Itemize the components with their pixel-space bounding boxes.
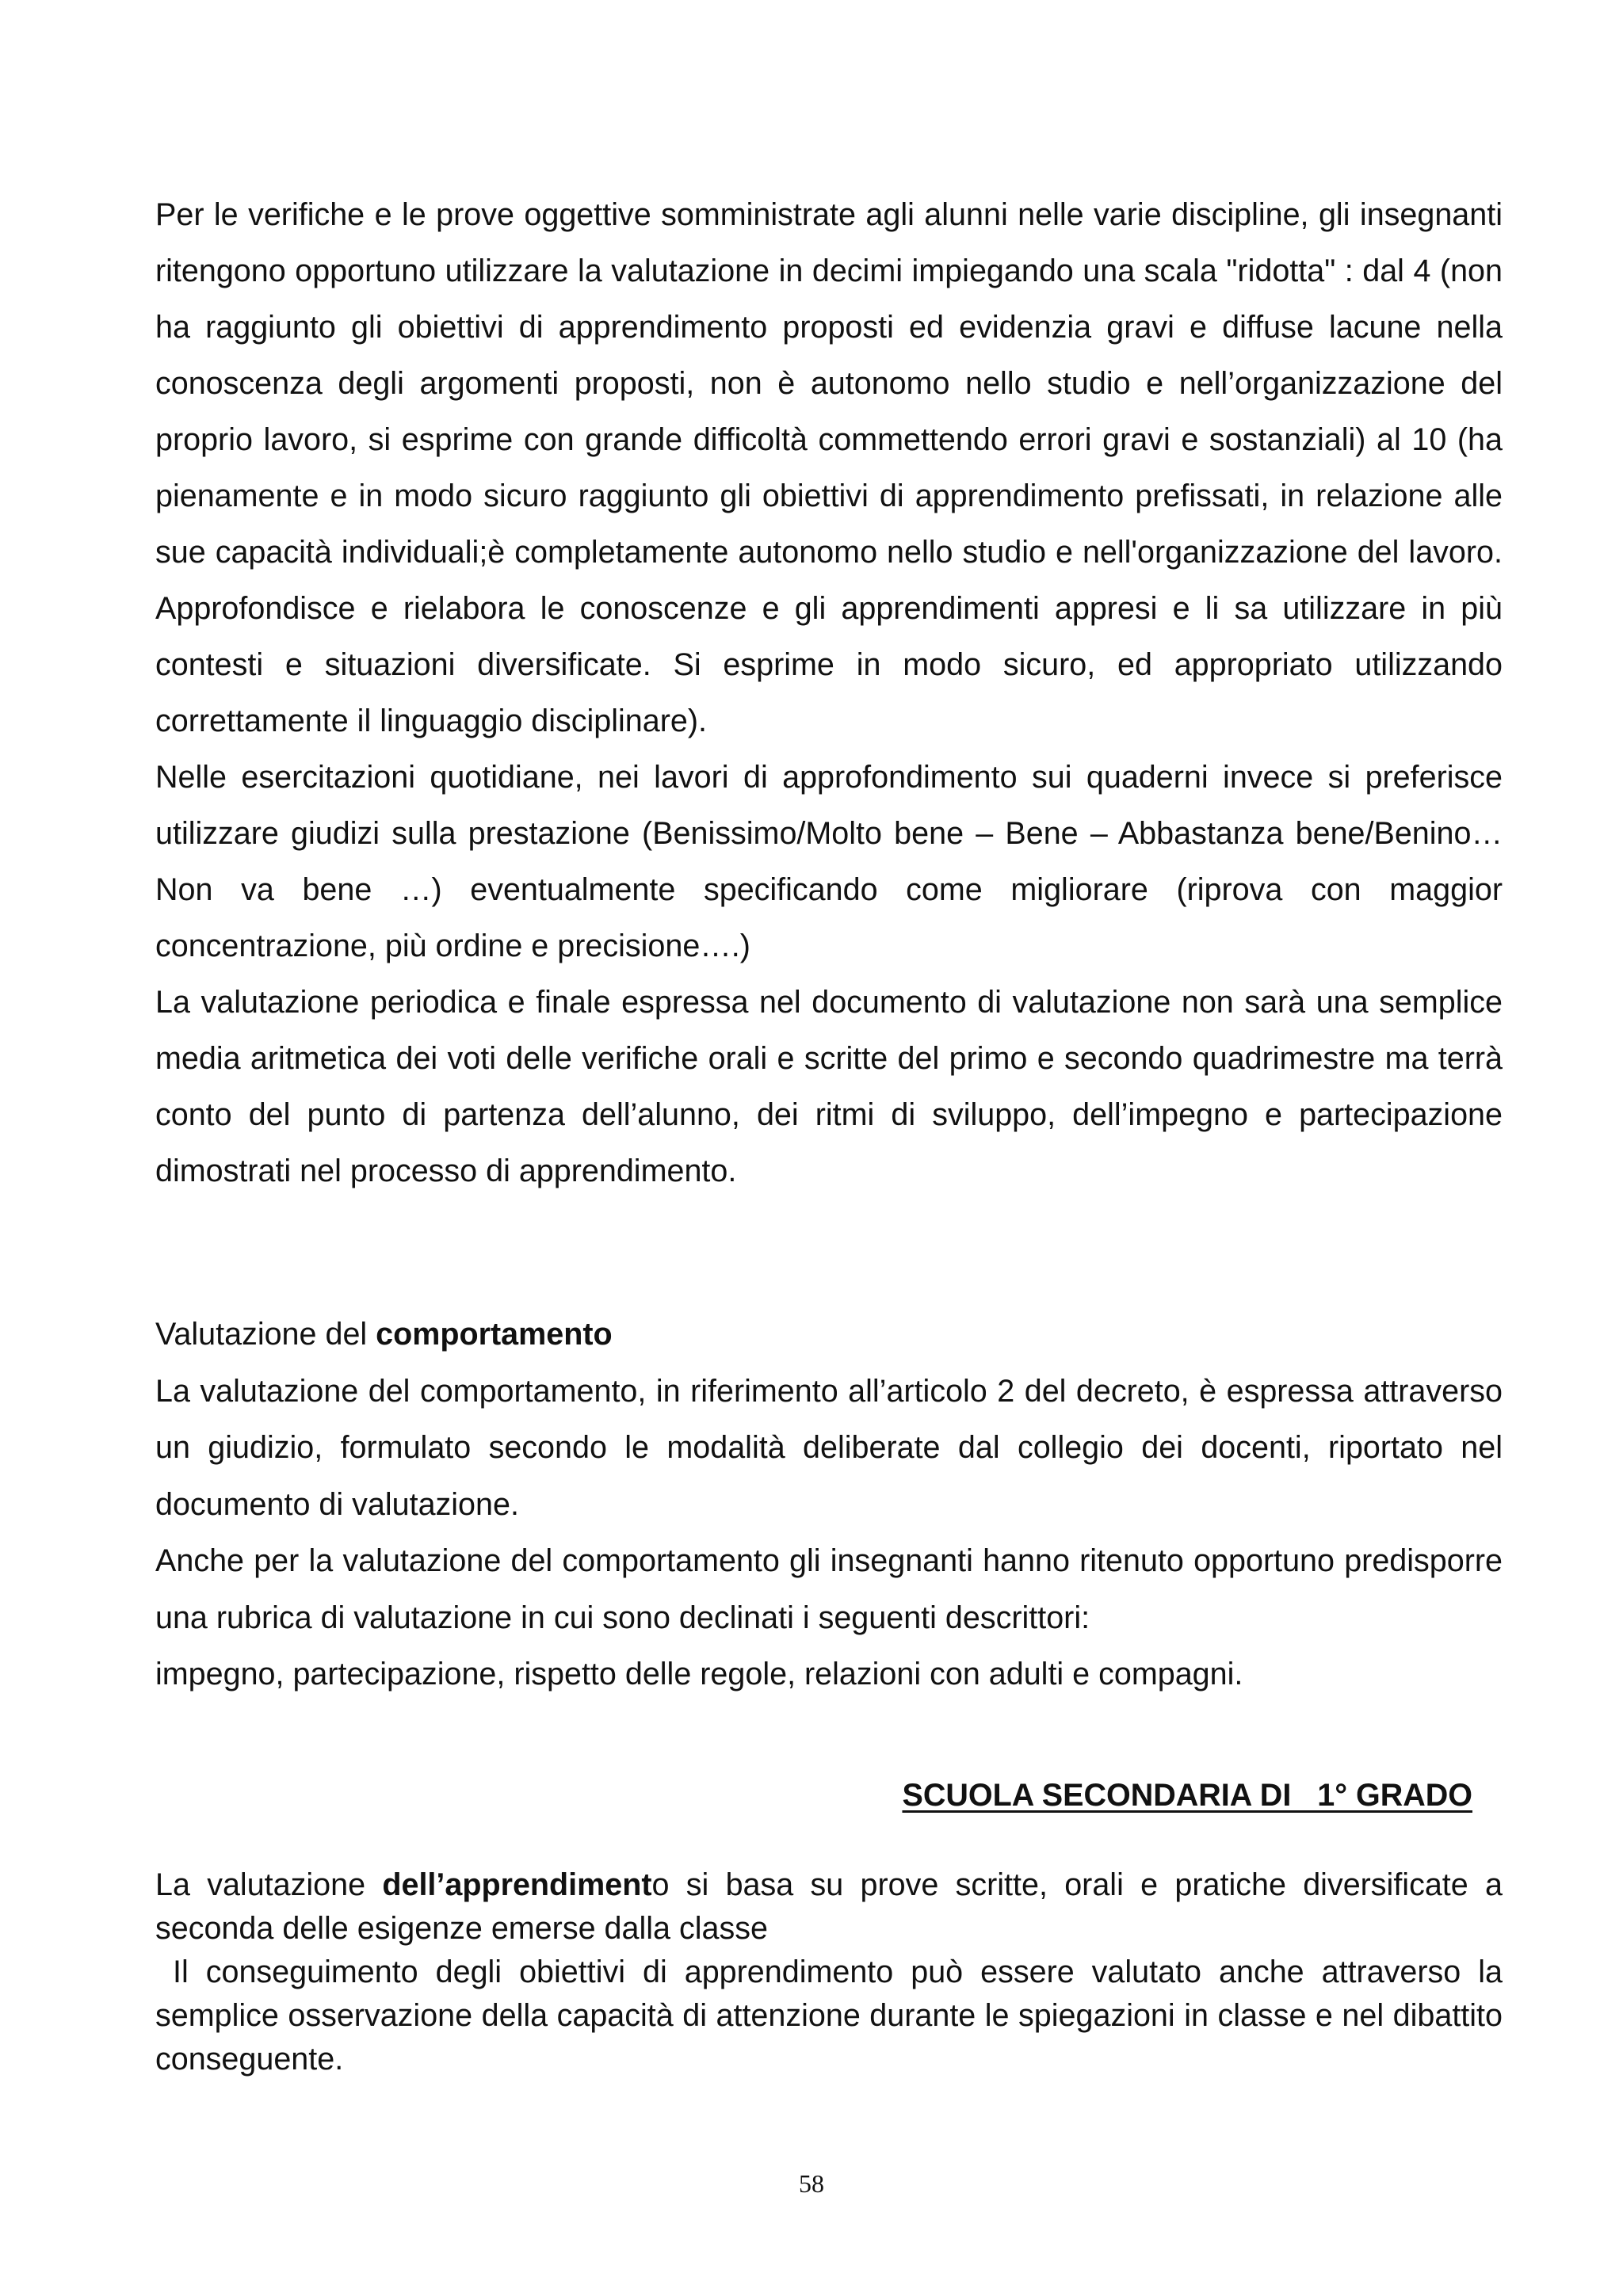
secondary-school-heading: SCUOLA SECONDARIA DI 1° GRADO [902, 1778, 1472, 1813]
paragraph-behavior-descriptors: impegno, partecipazione, rispetto delle regole, relazioni con adulti e compagni. [155, 1657, 1243, 1691]
secondary-school-section [155, 1863, 1511, 2081]
behavior-heading-bold: comportamento [376, 1317, 613, 1352]
page-number: 58 [799, 2169, 824, 2198]
behavior-section [155, 1306, 1503, 1703]
paragraph-observation: Il conseguimento degli obiettivi di apprendimento può essere valutato anche attraverso la semplice osservazione della capacità di attenzione durante le spiegazioni in classe e nel dibattito conseguente. [155, 1955, 1511, 2077]
paragraph-daily-exercises: Nelle esercitazioni quotidiane, nei lavori di approfondimento sui quaderni invece si preferisce utilizzare giudizi sulla prestazione (Benissimo/Molto bene – Bene – Abbastanza bene/Benino… Non va bene …) eventualmente specificando come migliorare (riprova con maggior concentrazione, più ordine e precisione….) [155, 760, 1503, 963]
grading-section [155, 187, 1503, 1199]
learning-evaluation-rest: o si basa su prove scritte, orali e pratiche diversificate a seconda delle esigenze emerse dalla classe [155, 1867, 1503, 1946]
paragraph-behavior-rubric: Anche per la valutazione del comportamento gli insegnanti hanno ritenuto opportuno predisporre una rubrica di valutazione in cui sono declinati i seguenti descrittori: [155, 1543, 1503, 1635]
paragraph-learning-evaluation [155, 1863, 1503, 1951]
behavior-heading [155, 1306, 1503, 1363]
paragraph-grading-scale: Per le verifiche e le prove oggettive somministrate agli alunni nelle varie discipline, gli insegnanti ritengono opportuno utilizzare la valutazione in decimi impiegando una scala "ridotta" : dal 4 (non ha raggiunto gli obiettivi di apprendimento proposti ed evidenzia gravi e diffuse lacune nella conoscenza degli argomenti proposti, non è autonomo nello studio e nell’organizzazione del proprio lavoro, si esprime con grande difficoltà commettendo errori gravi e sostanziali) al 10 (ha pienamente e in modo sicuro raggiunto gli obiettivi di apprendimento prefissati, in relazione alle sue capacità individuali;è completamente autonomo nello studio e nell'organizzazione del lavoro. Approfondisce e rielabora le conoscenze e gli apprendimenti appresi e li sa utilizzare in più contesti e situazioni diversificate. Si esprime in modo sicuro, ed appropriato utilizzando correttamente il linguaggio disciplinare). [155, 197, 1503, 738]
learning-evaluation-prefix: La valutazione [155, 1867, 383, 1902]
learning-evaluation-bold: dell’apprendiment [382, 1867, 652, 1902]
behavior-heading-prefix: Valutazione del [155, 1317, 376, 1352]
paragraph-behavior-evaluation: La valutazione del comportamento, in riferimento all’articolo 2 del decreto, è espressa attraverso un giudizio, formulato secondo le modalità deliberate dal collegio dei docenti, riportato nel documento di valutazione. [155, 1373, 1503, 1522]
paragraph-periodic-evaluation: La valutazione periodica e finale espressa nel documento di valutazione non sarà una semplice media aritmetica dei voti delle verifiche orali e scritte del primo e secondo quadrimestre ma terrà conto del punto di partenza dell’alunno, dei ritmi di sviluppo, dell’impegno e partecipazione dimostrati nel processo di apprendimento. [155, 985, 1503, 1188]
